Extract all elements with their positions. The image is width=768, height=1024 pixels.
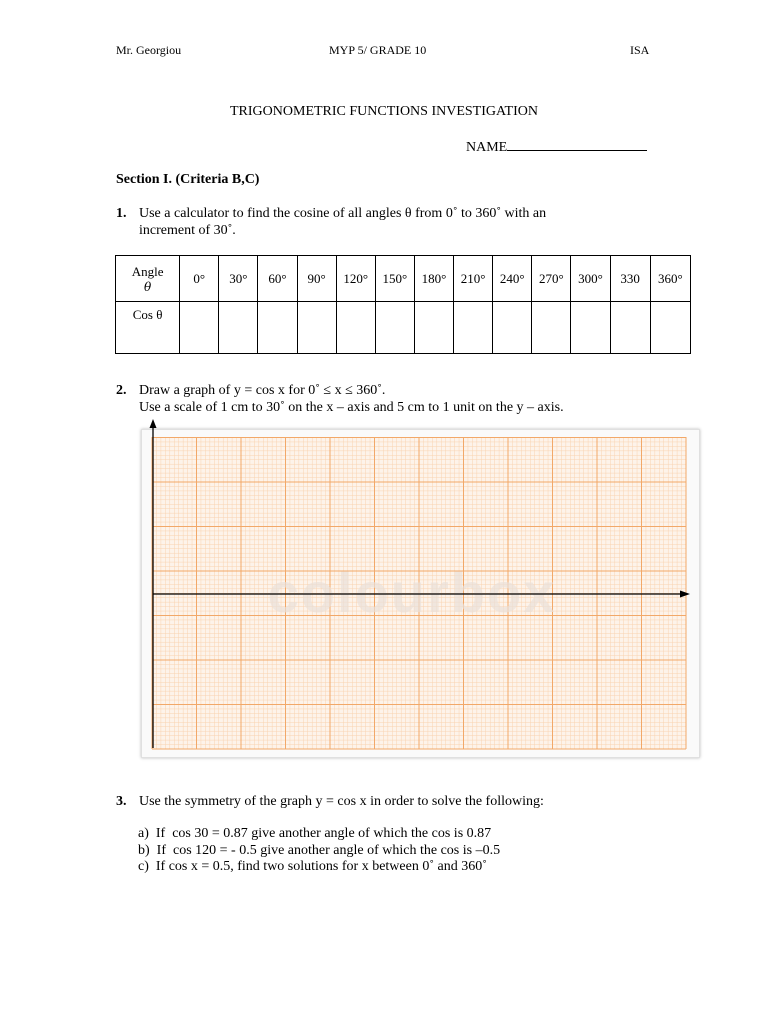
angle-cell: 300° (571, 256, 610, 302)
angle-cell: 60° (258, 256, 297, 302)
assessment-label: ISA (630, 43, 650, 57)
angle-cell: 90° (297, 256, 336, 302)
angle-cell: 30° (219, 256, 258, 302)
question-2-line1: Draw a graph of y = cos x for 0˚ ≤ x ≤ 360˚. (139, 383, 386, 398)
question-2-line2: Use a scale of 1 cm to 30˚ on the x – axis and 5 cm to 1 unit on the y – axis. (139, 400, 564, 415)
section-heading: Section I. (Criteria B,C) (116, 172, 260, 187)
watermark-text: colourbox (267, 561, 557, 624)
angle-cell: 0° (180, 256, 219, 302)
angle-label: Angle (131, 263, 164, 279)
angle-cell: 240° (493, 256, 532, 302)
y-axis-arrow-icon (150, 419, 157, 428)
question-3-number: 3. (116, 794, 127, 809)
angle-cell: 180° (414, 256, 453, 302)
question-3-part-b: b) If cos 120 = - 0.5 give another angle of which the cos is –0.5 (138, 842, 501, 858)
course-label: MYP 5/ GRADE 10 (329, 43, 427, 57)
question-3-part-c: c) If cos x = 0.5, find two solutions for x between 0˚ and 360˚ (138, 859, 487, 874)
question-3-part-a: a) If cos 30 = 0.87 give another angle of which the cos is 0.87 (138, 826, 492, 841)
question-1-number: 1. (116, 206, 127, 221)
page-title: TRIGONOMETRIC FUNCTIONS INVESTIGATION (230, 104, 538, 119)
angle-cell: 270° (532, 256, 571, 302)
question-1-line2: increment of 30˚. (139, 223, 236, 238)
angle-cell: 330 (610, 256, 650, 302)
angle-cell: 150° (375, 256, 414, 302)
question-2-number: 2. (116, 383, 127, 398)
question-3 (116, 793, 716, 810)
angle-cell: 210° (454, 256, 493, 302)
name-label: NAME (466, 140, 508, 155)
cos-row-header: Cos θ (116, 302, 180, 354)
question-3-parts (138, 826, 500, 876)
question-3-intro: Use the symmetry of the graph y = cos x in order to solve the following: (139, 794, 544, 809)
angle-cell: 120° (336, 256, 375, 302)
theta-symbol: θ (143, 279, 152, 294)
teacher-name: Mr. Georgiou (116, 43, 182, 57)
question-1-line1: Use a calculator to find the cosine of all angles θ from 0˚ to 360˚ with an (139, 206, 547, 221)
angle-cell: 360° (650, 256, 690, 302)
